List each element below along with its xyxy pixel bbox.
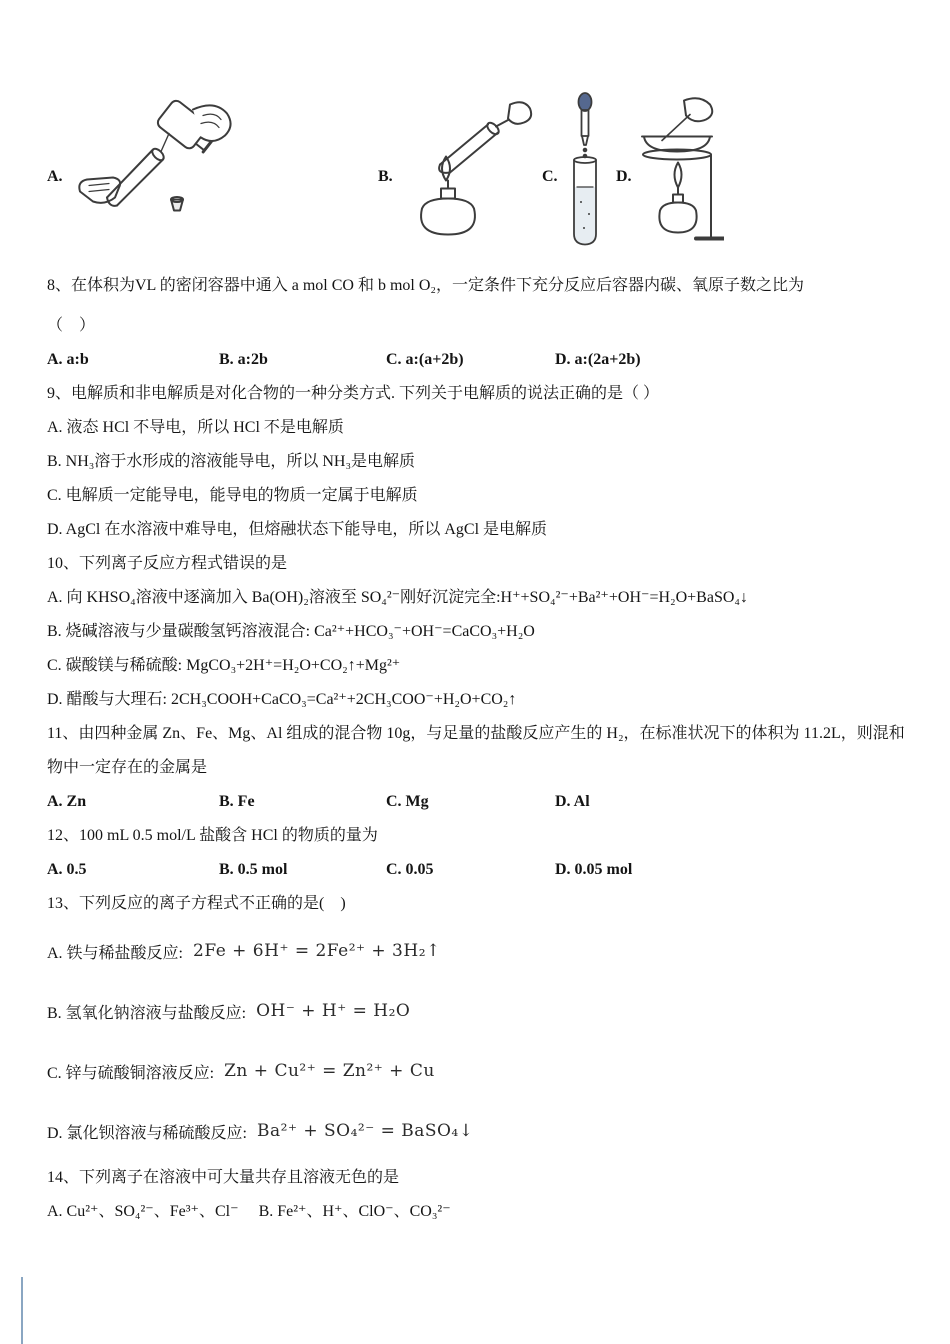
q14-options — [47, 1195, 910, 1229]
q9-option-a: A. 液态 HCl 不导电，所以 HCl 不是电解质 — [47, 419, 344, 436]
q10-option-d: D. 醋酸与大理石: 2CH₃COOH+CaCO₃=Ca²⁺+2CH₃COO⁻+H₂O+CO₂↑ — [47, 691, 517, 708]
q11-option-b: B. Fe — [219, 793, 255, 810]
q11-option-d: D. Al — [555, 793, 590, 810]
q13-option-c-formula: Zn + Cu²⁺ = Zn²⁺ + Cu — [224, 1061, 435, 1081]
q8-option-a: A. a:b — [47, 351, 89, 368]
q8-option-d: D. a:(2a+2b) — [555, 351, 641, 368]
q9-stem: 9、电解质和非电解质是对化合物的一种分类方式. 下列关于电解质的说法正确的是（ ） — [47, 385, 660, 402]
figure-c-label: C. — [542, 168, 558, 185]
pouring-liquid-svg — [75, 92, 240, 220]
q9-option-b: B. NH₃溶于水形成的溶液能导电，所以 NH₃是电解质 — [47, 453, 416, 470]
q11-options — [47, 785, 910, 819]
question7-figure-row — [47, 0, 910, 265]
q13-option-c — [47, 1041, 910, 1101]
q11-option-a: A. Zn — [47, 793, 87, 810]
figure-a-label: A. — [47, 168, 63, 185]
q12-option-c: C. 0.05 — [386, 861, 434, 878]
q12-options — [47, 853, 910, 887]
q10-option-c: C. 碳酸镁与稀硫酸: MgCO₃+2H⁺=H₂O+CO₂↑+Mg²⁺ — [47, 657, 401, 674]
q8-options — [47, 343, 910, 377]
q13-option-d-formula: Ba²⁺ + SO₄²⁻ = BaSO₄↓ — [257, 1121, 474, 1141]
q8-option-c: C. a:(a+2b) — [386, 351, 464, 368]
figure-b-label: B. — [378, 168, 393, 185]
q13-option-d — [47, 1101, 910, 1161]
q13-option-b-formula: OH⁻ + H⁺ = H₂O — [256, 1001, 411, 1021]
q13-option-b — [47, 981, 910, 1041]
q12-stem: 12、100 mL 0.5 mol/L 盐酸含 HCl 的物质的量为 — [47, 827, 378, 844]
q12-option-b: B. 0.5 mol — [219, 861, 288, 878]
q13-stem: 13、下列反应的离子方程式不正确的是( ) — [47, 895, 346, 912]
q11-stem: 11、由四种金属 Zn、Fe、Mg、Al 组成的混合物 10g，与足量的盐酸反应产生的 H₂，在标准状况下的体积为 11.2L，则混和物中一定存在的金属是 — [47, 725, 905, 776]
q12-option-d: D. 0.05 mol — [555, 861, 633, 878]
evaporating-dish-illustration — [632, 96, 724, 251]
q13-option-c-label: C. 锌与硫酸铜溶液反应: — [47, 1064, 215, 1082]
q14-option-a: A. Cu²⁺、SO₄²⁻、Fe³⁺、Cl⁻ — [47, 1203, 239, 1220]
q12-option-a: A. 0.5 — [47, 861, 87, 878]
q10-option-a: A. 向 KHSO₄溶液中逐滴加入 Ba(OH)₂溶液至 SO₄²⁻刚好沉淀完全:H⁺+SO₄²⁻+Ba²⁺+OH⁻=H₂O+BaSO₄↓ — [47, 589, 748, 606]
dropper-test-tube-svg — [565, 92, 607, 252]
q14-option-b: B. Fe²⁺、H⁺、ClO⁻、CO₃²⁻ — [258, 1203, 451, 1220]
q9-option-d: D. AgCl 在水溶液中难导电，但熔融状态下能导电，所以 AgCl 是电解质 — [47, 521, 548, 538]
q13-option-a-label: A. 铁与稀盐酸反应: — [47, 944, 184, 962]
q11-option-c: C. Mg — [386, 793, 429, 810]
figure-d-label: D. — [616, 168, 632, 185]
q9-option-c: C. 电解质一定能导电，能导电的物质一定属于电解质 — [47, 487, 418, 504]
q13-option-a — [47, 921, 910, 981]
q8-stem: 8、在体积为VL 的密闭容器中通入 a mol CO 和 b mol O₂，一定条件下充分反应后容器内碳、氧原子数之比为 — [47, 277, 804, 294]
pouring-liquid-illustration — [75, 92, 240, 220]
q13-option-d-label: D. 氯化钡溶液与稀硫酸反应: — [47, 1124, 248, 1142]
dropper-test-tube-illustration — [565, 92, 607, 252]
q10-stem: 10、下列离子反应方程式错误的是 — [47, 555, 288, 572]
q13-option-b-label: B. 氢氧化钠溶液与盐酸反应: — [47, 1004, 247, 1022]
scan-artifact-line — [21, 1277, 23, 1344]
q8-bracket: （ ） — [47, 317, 96, 334]
q8-option-b: B. a:2b — [219, 351, 268, 368]
q13-option-a-formula: 2Fe + 6H⁺ = 2Fe²⁺ + 3H₂↑ — [193, 941, 441, 961]
heating-test-tube-illustration — [398, 98, 533, 243]
q10-option-b: B. 烧碱溶液与少量碳酸氢钙溶液混合: Ca²⁺+HCO₃⁻+OH⁻=CaCO₃+H₂O — [47, 623, 535, 640]
heating-test-tube-svg — [398, 98, 533, 243]
evaporating-dish-svg — [632, 96, 724, 251]
q14-stem: 14、下列离子在溶液中可大量共存且溶液无色的是 — [47, 1169, 400, 1186]
